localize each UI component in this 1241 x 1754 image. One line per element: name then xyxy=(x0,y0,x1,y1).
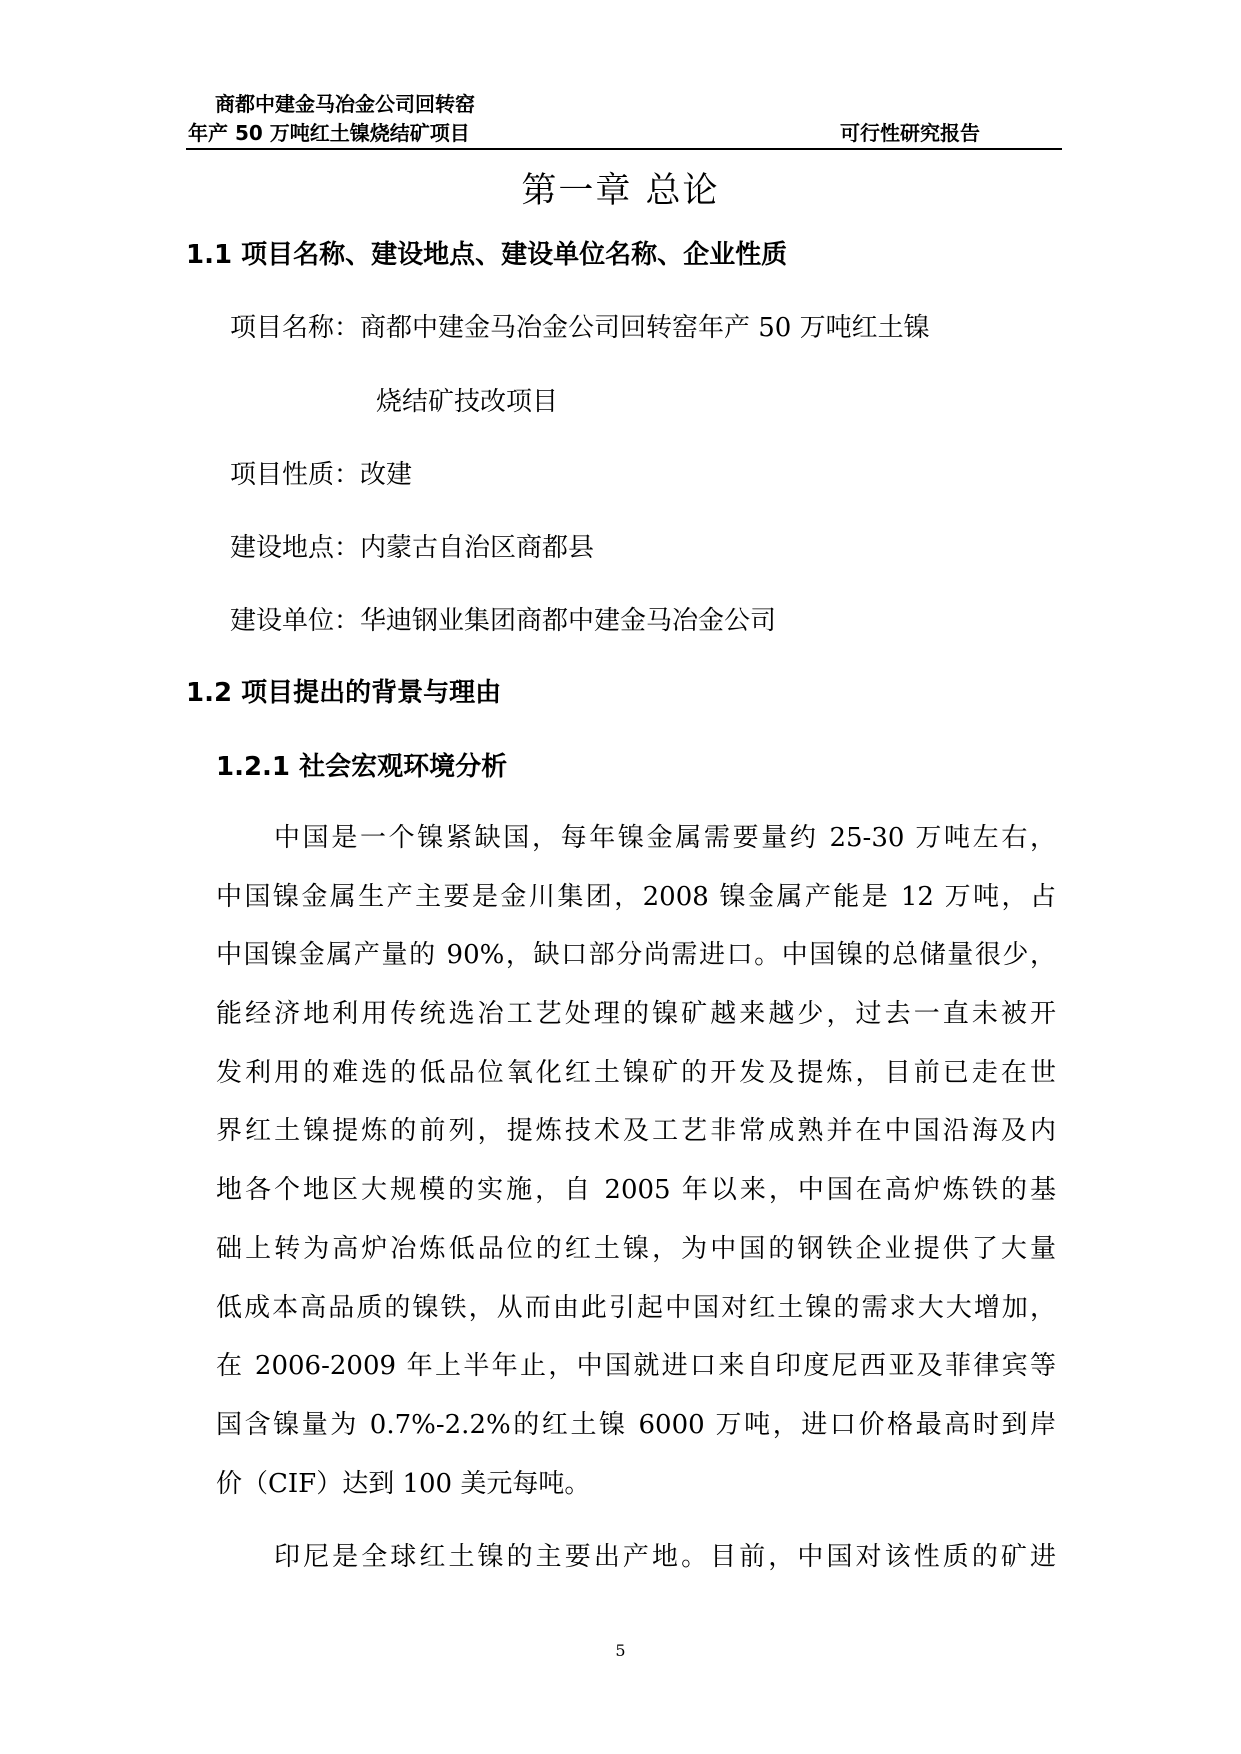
paragraph-line: 在 2006-2009 年上半年止，中国就进口来自印度尼西亚及菲律宾等 xyxy=(216,1351,1056,1381)
project-location: 建设地点：内蒙古自治区商都县 xyxy=(230,533,595,563)
paragraph-line: 价（CIF）达到 100 美元每吨。 xyxy=(216,1469,591,1499)
project-nature: 项目性质：改建 xyxy=(230,460,413,490)
paragraph-line: 印尼是全球红土镍的主要出产地。目前，中国对该性质的矿进 xyxy=(274,1542,1056,1572)
paragraph-line: 界红土镍提炼的前列，提炼技术及工艺非常成熟并在中国沿海及内 xyxy=(216,1116,1056,1146)
header-report-type: 可行性研究报告 xyxy=(840,121,980,145)
header-title-line1: 商都中建金马冶金公司回转窑 xyxy=(215,92,475,116)
paragraph-line: 发利用的难选的低品位氧化红土镍矿的开发及提炼，目前已走在世 xyxy=(216,1058,1056,1088)
section-heading-1-1: 1.1 项目名称、建设地点、建设单位名称、企业性质 xyxy=(186,240,788,270)
paragraph-line: 中国镍金属生产主要是金川集团，2008 镍金属产能是 12 万吨，占 xyxy=(216,882,1056,912)
header-title-line2: 年产 50 万吨红土镍烧结矿项目 xyxy=(188,121,470,145)
header-rule xyxy=(186,148,1062,150)
paragraph-line: 低成本高品质的镍铁，从而由此引起中国对红土镍的需求大大增加， xyxy=(216,1293,1056,1323)
project-unit: 建设单位：华迪钢业集团商都中建金马冶金公司 xyxy=(230,606,777,636)
paragraph-line: 中国镍金属产量的 90%，缺口部分尚需进口。中国镍的总储量很少， xyxy=(216,940,1056,970)
project-name-line1: 项目名称：商都中建金马冶金公司回转窑年产 50 万吨红土镍 xyxy=(230,313,930,343)
subsection-heading-1-2-1: 1.2.1 社会宏观环境分析 xyxy=(216,752,508,782)
project-name-line2: 烧结矿技改项目 xyxy=(376,387,559,417)
paragraph-line: 能经济地利用传统选冶工艺处理的镍矿越来越少，过去一直未被开 xyxy=(216,999,1056,1029)
paragraph-line: 中国是一个镍紧缺国，每年镍金属需要量约 25-30 万吨左右， xyxy=(274,823,1056,853)
page-number: 5 xyxy=(615,1641,626,1660)
paragraph-line: 础上转为高炉冶炼低品位的红土镍，为中国的钢铁企业提供了大量 xyxy=(216,1234,1056,1264)
section-heading-1-2: 1.2 项目提出的背景与理由 xyxy=(186,678,502,708)
paragraph-line: 国含镍量为 0.7%-2.2%的红土镍 6000 万吨，进口价格最高时到岸 xyxy=(216,1410,1056,1440)
chapter-title: 第一章 总论 xyxy=(521,171,720,211)
paragraph-line: 地各个地区大规模的实施，自 2005 年以来，中国在高炉炼铁的基 xyxy=(216,1175,1056,1205)
